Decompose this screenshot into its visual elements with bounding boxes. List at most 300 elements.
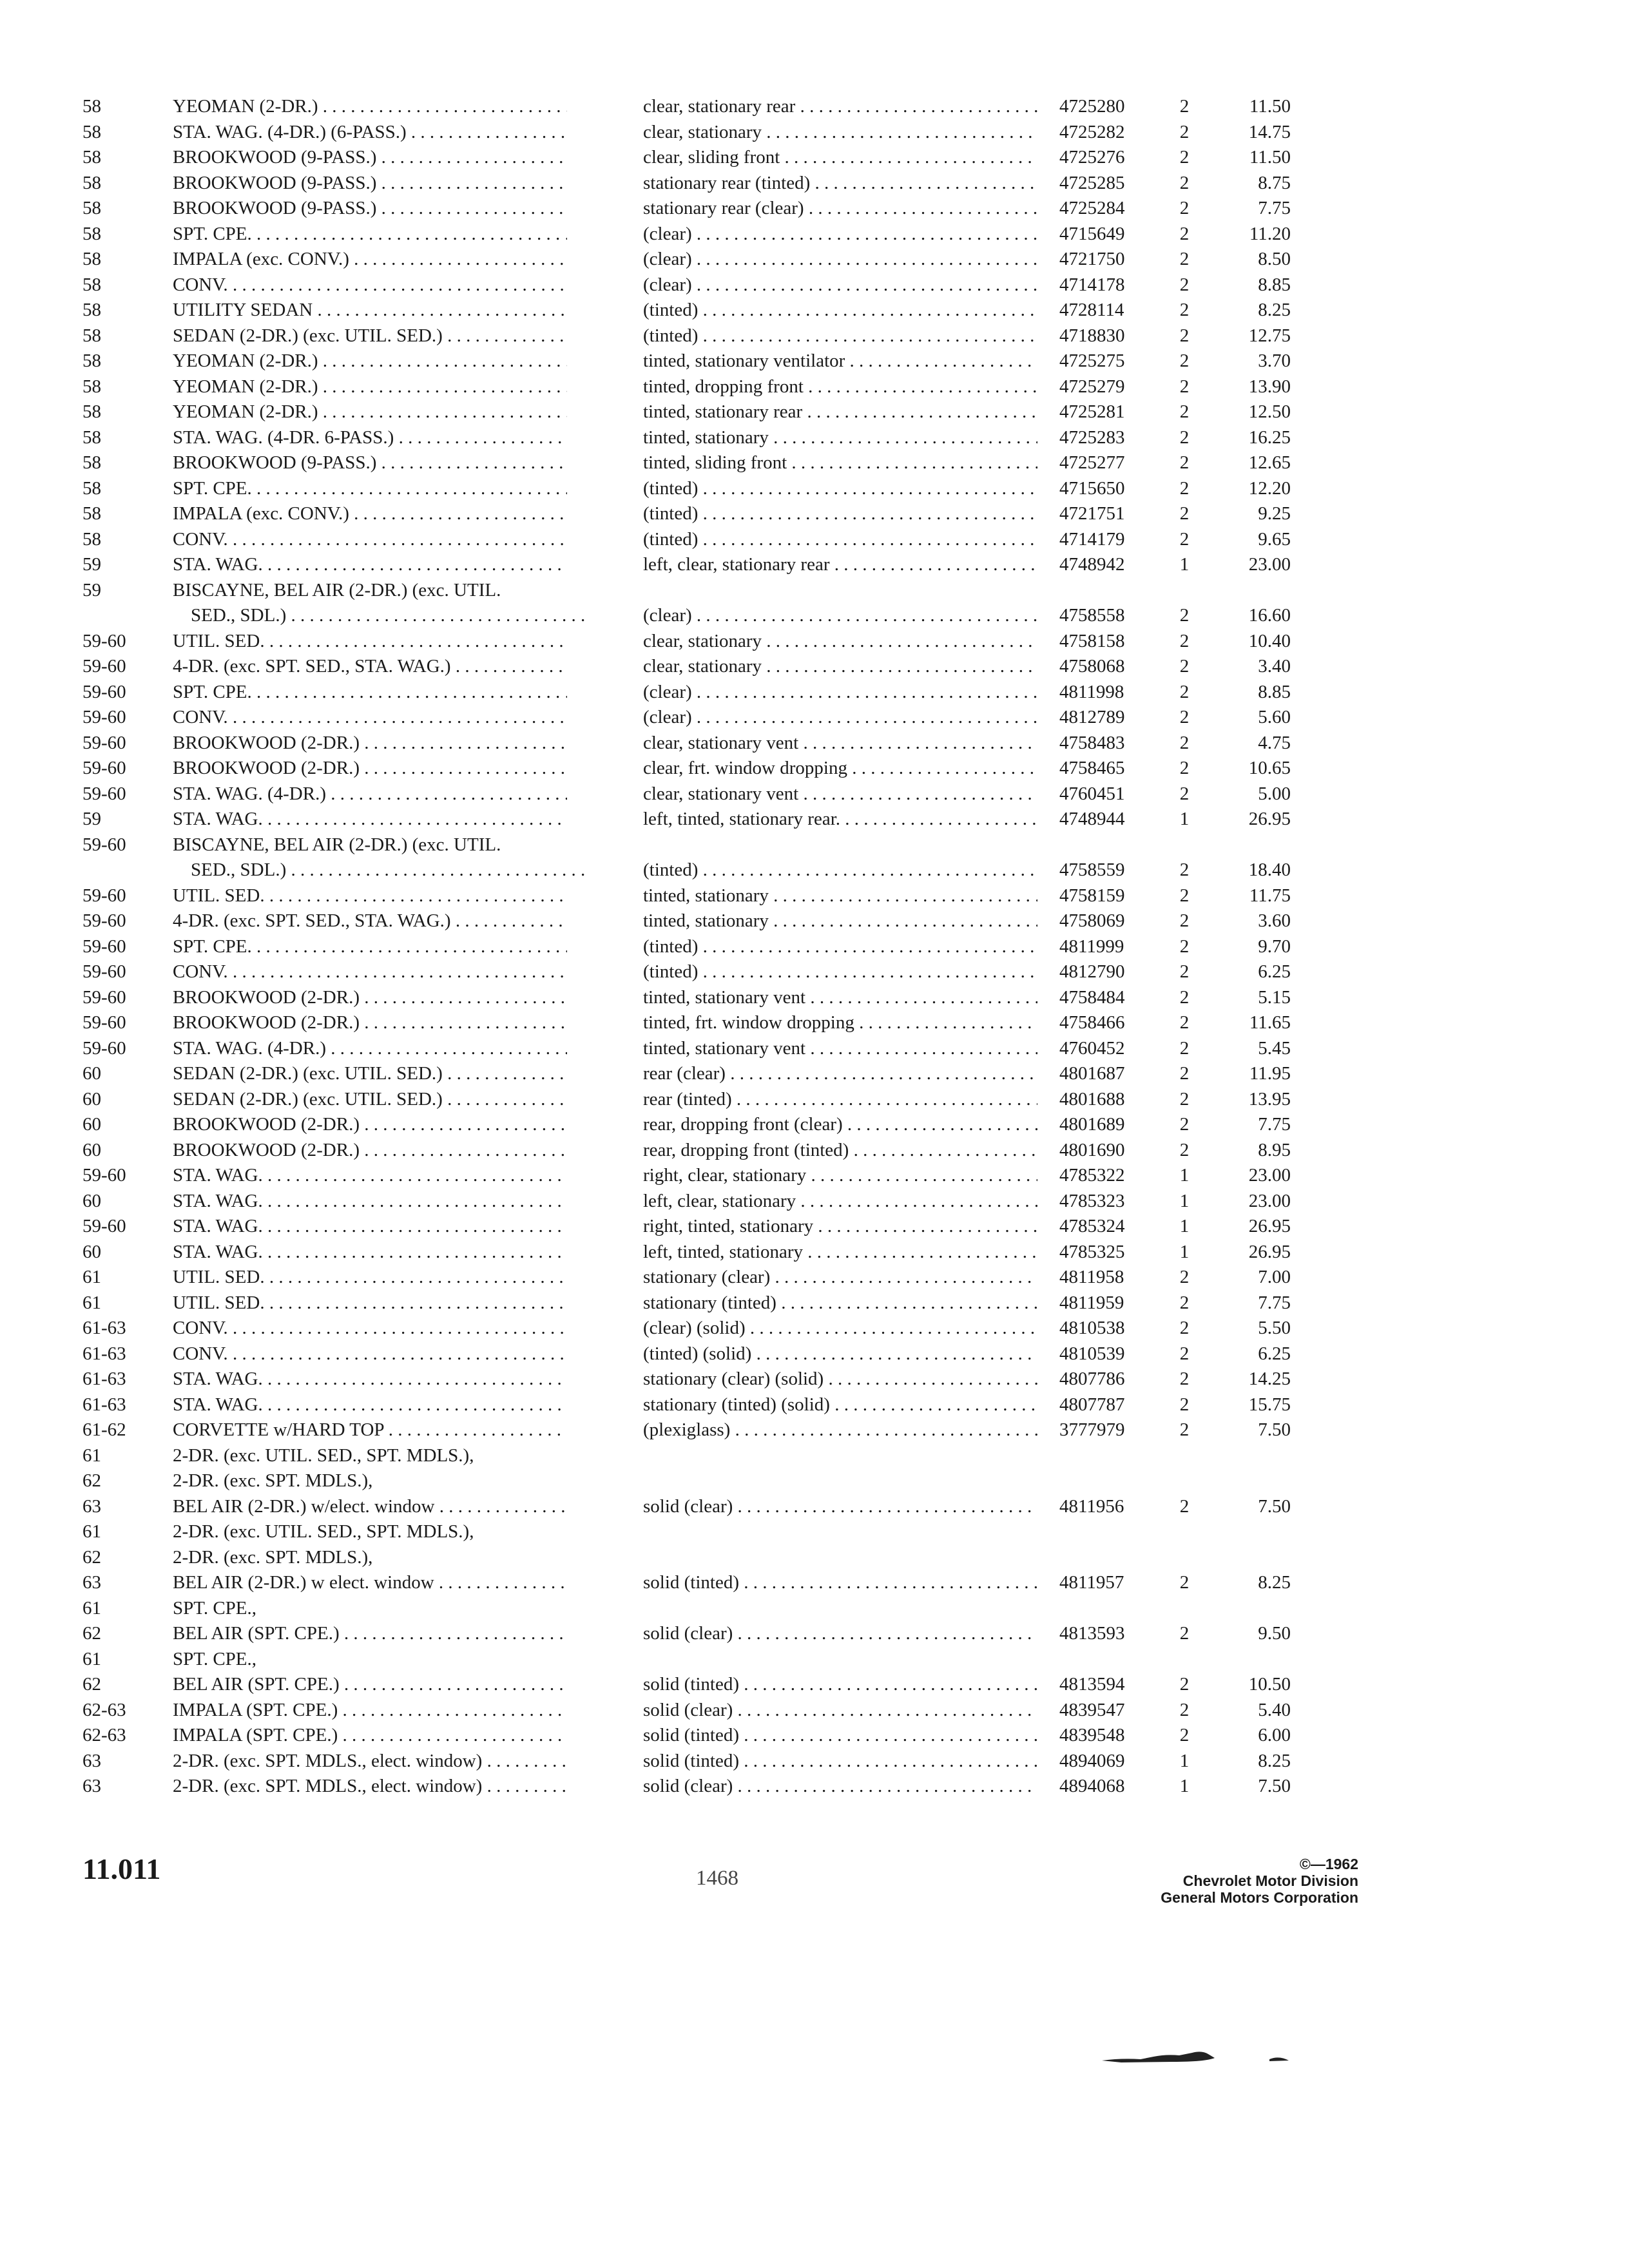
- part-number: 4801689: [1059, 1114, 1125, 1135]
- model-year: 59-60: [82, 1037, 126, 1059]
- price: 11.75: [1249, 885, 1291, 906]
- model-year: 59-60: [82, 885, 126, 906]
- model-year: 59-60: [82, 834, 126, 855]
- table-row: [0, 1443, 1629, 1469]
- part-number: 4725281: [1059, 401, 1125, 422]
- model-year: 62-63: [82, 1699, 126, 1720]
- price: 9.25: [1258, 503, 1291, 524]
- part-number: 4758558: [1059, 605, 1125, 626]
- glass-description: tinted, stationary . . .: [643, 425, 1037, 451]
- part-number: 4894068: [1059, 1776, 1125, 1796]
- quantity: 2: [1179, 656, 1190, 677]
- glass-description: (clear) . . .: [643, 603, 1037, 629]
- glass-description: (clear) . . .: [643, 273, 1037, 298]
- glass-description: left, clear, stationary rear . . .: [643, 552, 1037, 578]
- glass-description: solid (clear) . . .: [643, 1494, 1037, 1520]
- table-row: [0, 273, 1629, 298]
- table-row: [0, 1240, 1629, 1265]
- price: 8.25: [1258, 300, 1291, 320]
- table-row: [0, 1291, 1629, 1316]
- price: 7.50: [1258, 1495, 1291, 1517]
- quantity: 2: [1179, 783, 1190, 804]
- model-name: BROOKWOOD (2-DR.) . . .: [173, 1138, 567, 1164]
- quantity: 2: [1179, 376, 1190, 397]
- model-name: 2-DR. (exc. UTIL. SED., SPT. MDLS.),: [173, 1521, 474, 1542]
- price: 9.65: [1258, 528, 1291, 550]
- part-number: 4725283: [1059, 427, 1125, 448]
- price: 23.00: [1248, 1165, 1291, 1186]
- model-year: 58: [82, 274, 101, 295]
- glass-description: (tinted) . . .: [643, 501, 1037, 527]
- glass-description: tinted, stationary vent . . .: [643, 985, 1037, 1011]
- table-row: [0, 883, 1629, 909]
- model-name: SED., SDL.) . . .: [191, 603, 585, 629]
- quantity: 2: [1179, 147, 1190, 168]
- part-number: 4801688: [1059, 1088, 1125, 1110]
- quantity: 1: [1179, 1165, 1190, 1186]
- model-year: 61: [82, 1292, 101, 1313]
- part-number: 4748942: [1059, 554, 1125, 575]
- model-name: IMPALA (exc. CONV.) . . .: [173, 501, 567, 527]
- quantity: 2: [1179, 1343, 1190, 1364]
- model-year: 59-60: [82, 732, 126, 753]
- glass-description: (clear) (solid) . . .: [643, 1316, 1037, 1341]
- part-number: 4812789: [1059, 707, 1125, 727]
- part-number: 4760452: [1059, 1037, 1125, 1059]
- part-number: 4758069: [1059, 910, 1125, 931]
- table-row: [0, 323, 1629, 349]
- model-name: STA. WAG. . . .: [173, 1163, 567, 1189]
- quantity: 2: [1179, 1419, 1190, 1440]
- table-row: [0, 222, 1629, 247]
- model-name: BROOKWOOD (2-DR.) . . .: [173, 985, 567, 1011]
- part-number: 4760451: [1059, 783, 1125, 804]
- quantity: 2: [1179, 121, 1190, 142]
- model-name: STA. WAG. (4-DR.) . . .: [173, 1036, 567, 1062]
- quantity: 2: [1179, 605, 1190, 626]
- quantity: 2: [1179, 351, 1190, 371]
- model-year: 59-60: [82, 1165, 126, 1186]
- parts-catalog-table: [0, 94, 1629, 1800]
- model-name: 4-DR. (exc. SPT. SED., STA. WAG.) . . .: [173, 654, 567, 680]
- glass-description: (clear) . . .: [643, 222, 1037, 247]
- price: 12.75: [1248, 325, 1291, 346]
- table-row: [0, 807, 1629, 832]
- model-name: CONV. . . .: [173, 1316, 567, 1341]
- quantity: 2: [1179, 1139, 1190, 1160]
- glass-description: clear, frt. window dropping . . .: [643, 756, 1037, 782]
- quantity: 1: [1179, 1776, 1190, 1796]
- glass-description: (clear) . . .: [643, 705, 1037, 731]
- price: 5.00: [1258, 783, 1291, 804]
- model-name: BROOKWOOD (2-DR.) . . .: [173, 756, 567, 782]
- model-year: 60: [82, 1139, 101, 1160]
- model-year: 63: [82, 1750, 101, 1771]
- glass-description: rear (clear) . . .: [643, 1061, 1037, 1087]
- model-year: 61-62: [82, 1419, 126, 1440]
- quantity: 2: [1179, 1037, 1190, 1059]
- glass-description: stationary (clear) . . .: [643, 1265, 1037, 1291]
- glass-description: clear, stationary rear . . .: [643, 94, 1037, 120]
- price: 14.75: [1248, 121, 1291, 142]
- model-year: 59: [82, 809, 101, 829]
- price: 8.50: [1258, 249, 1291, 269]
- quantity: 2: [1179, 503, 1190, 524]
- model-year: 58: [82, 528, 101, 550]
- part-number: 4785325: [1059, 1241, 1125, 1262]
- model-name: YEOMAN (2-DR.) . . .: [173, 349, 567, 374]
- part-number: 4785323: [1059, 1190, 1125, 1211]
- price: 8.25: [1258, 1750, 1291, 1771]
- model-name: SPT. CPE. . . .: [173, 476, 567, 502]
- glass-description: tinted, frt. window dropping . . .: [643, 1010, 1037, 1036]
- glass-description: (tinted) . . .: [643, 476, 1037, 502]
- quantity: 2: [1179, 961, 1190, 982]
- table-row: [0, 680, 1629, 706]
- quantity: 2: [1179, 1623, 1190, 1644]
- price: 13.90: [1248, 376, 1291, 397]
- glass-description: (clear) . . .: [643, 680, 1037, 706]
- price: 7.75: [1258, 198, 1291, 218]
- quantity: 2: [1179, 528, 1190, 550]
- glass-description: tinted, stationary vent . . .: [643, 1036, 1037, 1062]
- model-name: CONV. . . .: [173, 959, 567, 985]
- model-year: 58: [82, 300, 101, 320]
- model-year: 60: [82, 1063, 101, 1084]
- publisher-imprint: [1161, 1856, 1358, 1906]
- quantity: 2: [1179, 1088, 1190, 1110]
- model-name: SEDAN (2-DR.) (exc. UTIL. SED.) . . .: [173, 1087, 567, 1113]
- model-name: 4-DR. (exc. SPT. SED., STA. WAG.) . . .: [173, 908, 567, 934]
- model-name: BROOKWOOD (9-PASS.) . . .: [173, 145, 567, 171]
- quantity: 2: [1179, 1699, 1190, 1720]
- glass-description: (tinted) . . .: [643, 298, 1037, 323]
- model-name: BISCAYNE, BEL AIR (2-DR.) (exc. UTIL.: [173, 834, 501, 855]
- table-row: [0, 1698, 1629, 1724]
- part-number: 4758068: [1059, 656, 1125, 677]
- model-year: 59-60: [82, 758, 126, 778]
- model-name: BROOKWOOD (2-DR.) . . .: [173, 731, 567, 756]
- copyright-line: ©—1962: [1299, 1856, 1358, 1872]
- model-year: 62: [82, 1546, 101, 1568]
- model-name: STA. WAG. . . .: [173, 1189, 567, 1215]
- part-number: 4725282: [1059, 121, 1125, 142]
- glass-description: solid (clear) . . .: [643, 1774, 1037, 1800]
- part-number: 4714179: [1059, 528, 1125, 550]
- table-row: [0, 1774, 1629, 1800]
- model-name: SPT. CPE.,: [173, 1648, 257, 1669]
- quantity: 2: [1179, 732, 1190, 753]
- table-row: [0, 94, 1629, 120]
- glass-description: tinted, stationary . . .: [643, 908, 1037, 934]
- quantity: 2: [1179, 325, 1190, 346]
- quantity: 2: [1179, 96, 1190, 117]
- model-year: 61-63: [82, 1369, 126, 1389]
- table-row: [0, 832, 1629, 858]
- price: 11.65: [1249, 1012, 1291, 1033]
- model-name: BEL AIR (SPT. CPE.) . . .: [173, 1621, 567, 1647]
- price: 7.75: [1258, 1114, 1291, 1135]
- part-number: 4721751: [1059, 503, 1125, 524]
- quantity: 2: [1179, 1012, 1190, 1033]
- model-year: 60: [82, 1088, 101, 1110]
- table-row: [0, 1672, 1629, 1698]
- glass-description: rear, dropping front (clear) . . .: [643, 1112, 1037, 1138]
- model-year: 59-60: [82, 1216, 126, 1236]
- quantity: 2: [1179, 681, 1190, 702]
- glass-description: (tinted) . . .: [643, 934, 1037, 960]
- table-row: [0, 145, 1629, 171]
- quantity: 1: [1179, 1216, 1190, 1236]
- price: 13.95: [1248, 1088, 1291, 1110]
- model-name: STA. WAG. . . .: [173, 1392, 567, 1418]
- glass-description: rear, dropping front (tinted) . . .: [643, 1138, 1037, 1164]
- glass-description: clear, stationary vent . . .: [643, 731, 1037, 756]
- price: 7.75: [1258, 1292, 1291, 1313]
- quantity: 2: [1179, 1369, 1190, 1389]
- quantity: 2: [1179, 1318, 1190, 1338]
- table-row: [0, 399, 1629, 425]
- table-row: [0, 247, 1629, 273]
- price: 5.50: [1258, 1318, 1291, 1338]
- part-number: 4807787: [1059, 1394, 1125, 1415]
- model-name: BEL AIR (2-DR.) w/elect. window . . .: [173, 1494, 567, 1520]
- model-name: UTIL. SED. . . .: [173, 629, 567, 655]
- part-number: 4785322: [1059, 1165, 1125, 1186]
- price: 16.60: [1248, 605, 1291, 626]
- table-row: [0, 1519, 1629, 1545]
- quantity: 2: [1179, 249, 1190, 269]
- model-name: 2-DR. (exc. SPT. MDLS.),: [173, 1546, 373, 1568]
- part-number: 4801687: [1059, 1063, 1125, 1084]
- glass-description: right, clear, stationary . . .: [643, 1163, 1037, 1189]
- table-row: [0, 1010, 1629, 1036]
- part-number: 4811956: [1059, 1495, 1124, 1517]
- part-number: 4758159: [1059, 885, 1125, 906]
- table-row: [0, 1214, 1629, 1240]
- part-number: 4811999: [1059, 936, 1124, 957]
- quantity: 2: [1179, 274, 1190, 295]
- table-row: [0, 1163, 1629, 1189]
- model-year: 59-60: [82, 1012, 126, 1033]
- part-number: 4839547: [1059, 1699, 1125, 1720]
- model-year: 61: [82, 1521, 101, 1542]
- corporation-line: General Motors Corporation: [1161, 1889, 1358, 1906]
- table-row: [0, 959, 1629, 985]
- glass-description: solid (tinted) . . .: [643, 1672, 1037, 1698]
- table-row: [0, 349, 1629, 374]
- table-row: [0, 1621, 1629, 1647]
- model-name: BISCAYNE, BEL AIR (2-DR.) (exc. UTIL.: [173, 579, 501, 601]
- price: 26.95: [1248, 809, 1291, 829]
- table-row: [0, 756, 1629, 782]
- price: 10.65: [1248, 758, 1291, 778]
- part-number: 4758158: [1059, 630, 1125, 651]
- model-year: 59-60: [82, 630, 126, 651]
- table-row: [0, 1468, 1629, 1494]
- quantity: 2: [1179, 860, 1190, 880]
- price: 6.25: [1258, 961, 1291, 982]
- price: 7.00: [1258, 1267, 1291, 1287]
- part-number: 4813594: [1059, 1674, 1125, 1695]
- part-number: 4758465: [1059, 758, 1125, 778]
- model-name: 2-DR. (exc. UTIL. SED., SPT. MDLS.),: [173, 1445, 474, 1466]
- model-name: IMPALA (exc. CONV.) . . .: [173, 247, 567, 273]
- table-row: [0, 731, 1629, 756]
- model-year: 60: [82, 1241, 101, 1262]
- quantity: 2: [1179, 1495, 1190, 1517]
- price: 11.50: [1249, 96, 1291, 117]
- table-row: [0, 985, 1629, 1011]
- model-year: 63: [82, 1572, 101, 1593]
- model-year: 59: [82, 579, 101, 601]
- quantity: 2: [1179, 427, 1190, 448]
- table-row: [0, 552, 1629, 578]
- page-number: 1468: [696, 1867, 738, 1890]
- price: 8.85: [1258, 681, 1291, 702]
- part-number: 4715650: [1059, 477, 1125, 499]
- quantity: 1: [1179, 1750, 1190, 1771]
- model-year: 61-63: [82, 1394, 126, 1415]
- part-number: 4810538: [1059, 1318, 1125, 1338]
- model-name: SEDAN (2-DR.) (exc. UTIL. SED.) . . .: [173, 1061, 567, 1087]
- model-year: 58: [82, 503, 101, 524]
- part-number: 4748944: [1059, 809, 1125, 829]
- quantity: 2: [1179, 885, 1190, 906]
- glass-description: tinted, stationary ventilator . . .: [643, 349, 1037, 374]
- model-name: STA. WAG. . . .: [173, 1214, 567, 1240]
- model-name: SPT. CPE. . . .: [173, 222, 567, 247]
- part-number: 4813593: [1059, 1623, 1125, 1644]
- part-number: 4801690: [1059, 1139, 1125, 1160]
- table-row: [0, 196, 1629, 222]
- price: 8.25: [1258, 1572, 1291, 1593]
- table-row: [0, 908, 1629, 934]
- model-year: 63: [82, 1776, 101, 1796]
- quantity: 2: [1179, 452, 1190, 473]
- quantity: 2: [1179, 223, 1190, 244]
- price: 12.20: [1248, 477, 1291, 499]
- part-number: 4811958: [1059, 1267, 1124, 1287]
- glass-description: (plexiglass) . . .: [643, 1418, 1037, 1443]
- table-row: [0, 120, 1629, 146]
- table-row: [0, 171, 1629, 197]
- table-row: [0, 1494, 1629, 1520]
- model-name: BROOKWOOD (2-DR.) . . .: [173, 1112, 567, 1138]
- price: 5.40: [1258, 1699, 1291, 1720]
- table-row: [0, 705, 1629, 731]
- table-row: [0, 1061, 1629, 1087]
- quantity: 1: [1179, 1190, 1190, 1211]
- price: 5.45: [1258, 1037, 1291, 1059]
- model-name: STA. WAG. (4-DR. 6-PASS.) . . .: [173, 425, 567, 451]
- glass-description: clear, stationary vent . . .: [643, 782, 1037, 807]
- model-year: 62: [82, 1470, 101, 1491]
- model-year: 58: [82, 401, 101, 422]
- table-row: [0, 654, 1629, 680]
- model-name: BROOKWOOD (9-PASS.) . . .: [173, 171, 567, 197]
- table-row: [0, 1570, 1629, 1596]
- part-number: 4725276: [1059, 147, 1125, 168]
- model-year: 61: [82, 1648, 101, 1669]
- model-name: SPT. CPE. . . .: [173, 680, 567, 706]
- quantity: 2: [1179, 1572, 1190, 1593]
- part-number: 4725275: [1059, 351, 1125, 371]
- glass-description: stationary (tinted) . . .: [643, 1291, 1037, 1316]
- part-number: 4812790: [1059, 961, 1125, 982]
- quantity: 2: [1179, 1292, 1190, 1313]
- quantity: 2: [1179, 401, 1190, 422]
- quantity: 2: [1179, 1725, 1190, 1745]
- quantity: 2: [1179, 910, 1190, 931]
- price: 6.25: [1258, 1343, 1291, 1364]
- model-name: STA. WAG. . . .: [173, 1367, 567, 1392]
- quantity: 2: [1179, 986, 1190, 1008]
- price: 9.70: [1258, 936, 1291, 957]
- part-number: 4811998: [1059, 681, 1124, 702]
- table-row: [0, 501, 1629, 527]
- table-row: [0, 1749, 1629, 1774]
- glass-description: left, tinted, stationary rear. . . .: [643, 807, 1037, 832]
- section-number: 11.011: [82, 1852, 161, 1885]
- quantity: 2: [1179, 1267, 1190, 1287]
- model-name: STA. WAG. . . .: [173, 807, 567, 832]
- glass-description: clear, stationary . . .: [643, 654, 1037, 680]
- part-number: 3777979: [1059, 1419, 1125, 1440]
- model-name: 2-DR. (exc. SPT. MDLS., elect. window) . . .: [173, 1774, 567, 1800]
- glass-description: (tinted) (solid) . . .: [643, 1341, 1037, 1367]
- glass-description: tinted, sliding front . . .: [643, 450, 1037, 476]
- part-number: 4715649: [1059, 223, 1125, 244]
- table-row: [0, 1392, 1629, 1418]
- price: 4.75: [1258, 732, 1291, 753]
- model-year: 61: [82, 1267, 101, 1287]
- part-number: 4785324: [1059, 1216, 1125, 1236]
- glass-description: clear, sliding front . . .: [643, 145, 1037, 171]
- glass-description: (tinted) . . .: [643, 323, 1037, 349]
- model-year: 59-60: [82, 961, 126, 982]
- table-row: [0, 578, 1629, 604]
- model-name: SPT. CPE.,: [173, 1597, 257, 1619]
- glass-description: tinted, stationary rear . . .: [643, 399, 1037, 425]
- part-number: 4725277: [1059, 452, 1125, 473]
- model-year: 59-60: [82, 783, 126, 804]
- table-row: [0, 374, 1629, 400]
- quantity: 2: [1179, 1674, 1190, 1695]
- table-row: [0, 1723, 1629, 1749]
- table-row: [0, 1265, 1629, 1291]
- model-name: STA. WAG. . . .: [173, 1240, 567, 1265]
- scan-smudge: [1095, 2041, 1289, 2067]
- model-year: 58: [82, 452, 101, 473]
- table-row: [0, 1189, 1629, 1215]
- table-row: [0, 1341, 1629, 1367]
- model-name: UTIL. SED. . . .: [173, 1291, 567, 1316]
- part-number: 4758559: [1059, 860, 1125, 880]
- model-name: CONV. . . .: [173, 705, 567, 731]
- model-name: CONV. . . .: [173, 273, 567, 298]
- table-row: [0, 603, 1629, 629]
- glass-description: tinted, stationary . . .: [643, 883, 1037, 909]
- glass-description: right, tinted, stationary . . .: [643, 1214, 1037, 1240]
- glass-description: solid (tinted) . . .: [643, 1749, 1037, 1774]
- quantity: 2: [1179, 1114, 1190, 1135]
- part-number: 4725284: [1059, 198, 1125, 218]
- price: 9.50: [1258, 1623, 1291, 1644]
- quantity: 2: [1179, 1063, 1190, 1084]
- table-row: [0, 1647, 1629, 1673]
- part-number: 4725280: [1059, 96, 1125, 117]
